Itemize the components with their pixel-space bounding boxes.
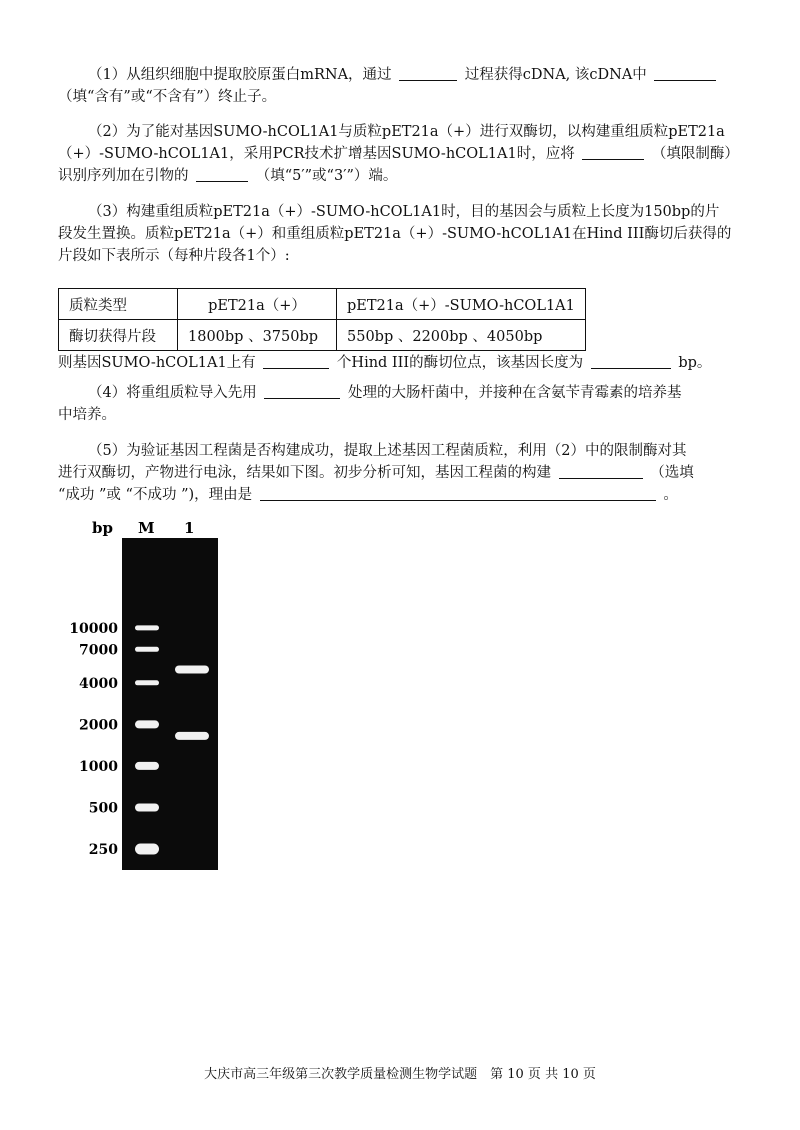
ladder-label-4000: 4000 xyxy=(79,675,118,692)
table-header-recombinant: pET21a（+）-SUMO-hCOL1A1 xyxy=(337,289,586,320)
ladder-band-2000 xyxy=(135,720,159,728)
q2-text-b: （+）-SUMO-hCOL1A1，采用PCR技术扩增基因SUMO-hCOL1A1时，应将 xyxy=(58,146,575,162)
q3-text-c: 片段如下表所示（每种片段各1个）: xyxy=(58,248,290,264)
q2-text-e: （填“5′”或“3′”）端。 xyxy=(255,168,398,184)
table-header-label: 质粒类型 xyxy=(59,289,178,320)
question-4 xyxy=(58,382,748,426)
q5-blank-reason[interactable] xyxy=(260,485,656,501)
ladder-label-500: 500 xyxy=(88,800,118,817)
q4-text-a: （4）将重组质粒导入先用 xyxy=(88,385,257,401)
table-row xyxy=(59,289,586,320)
table-cell-plasmid-fragments: 1800bp 、3750bp xyxy=(178,320,337,351)
gel-marker-label: M xyxy=(138,519,155,537)
question-2 xyxy=(58,121,748,187)
ladder-band-500 xyxy=(135,804,159,812)
q5-text-c: （选填 xyxy=(650,465,694,481)
table-cell-recombinant-fragments: 550bp 、2200bp 、4050bp xyxy=(337,320,586,351)
q1-blank-stop-codon[interactable] xyxy=(654,65,716,81)
q3-blank-site-count[interactable] xyxy=(263,353,329,369)
ladder-label-250: 250 xyxy=(88,842,118,858)
q3-text-b: 段发生置换。质粒pET21a（+）和重组质粒pET21a（+）-SUMO-hCOL1A1在Hind III酶切后获得的 xyxy=(58,226,732,242)
ladder-band-4000 xyxy=(135,680,159,685)
question-3 xyxy=(58,201,748,267)
gel-lane-label: 1 xyxy=(184,519,195,537)
q4-text-c: 中培养。 xyxy=(58,407,116,423)
ladder-labels xyxy=(69,621,118,858)
q2-text-d: 识别序列加在引物的 xyxy=(58,168,189,184)
gel-electrophoresis-figure xyxy=(54,518,224,874)
q2-text-c: （填限制酶） xyxy=(651,146,739,162)
q1-text-c: （填“含有”或“不含有”）终止子。 xyxy=(58,89,277,105)
q2-text-a: （2）为了能对基因SUMO-hCOL1A1与质粒pET21a（+）进行双酶切，以构建重组质粒pET21a xyxy=(88,124,725,140)
question-5 xyxy=(58,440,748,506)
table-header-plasmid: pET21a（+） xyxy=(178,289,337,320)
ladder-band-7000 xyxy=(135,647,159,652)
q3-text-e: 个Hind III的酶切位点，该基因长度为 xyxy=(336,355,584,371)
q4-text-b: 处理的大肠杆菌中，并接种在含氨苄青霉素的培养基 xyxy=(347,385,682,401)
q3-text-f: bp。 xyxy=(678,355,712,371)
q2-blank-enzyme[interactable] xyxy=(582,144,644,160)
q5-text-e: 。 xyxy=(663,487,678,503)
sample-band-5000 xyxy=(175,666,209,674)
question-1 xyxy=(58,64,748,108)
q3-blank-gene-length[interactable] xyxy=(591,353,671,369)
q5-text-a: （5）为验证基因工程菌是否构建成功，提取上述基因工程菌质粒，利用（2）中的限制酶对其 xyxy=(88,443,687,459)
ladder-band-250 xyxy=(135,844,159,855)
q1-text-b: 过程获得cDNA, 该cDNA中 xyxy=(464,67,647,83)
ladder-label-10000: 10000 xyxy=(69,620,118,637)
fragment-table xyxy=(58,288,586,351)
q4-blank-treatment[interactable] xyxy=(264,383,340,399)
gel-unit-label: bp xyxy=(92,519,113,537)
ladder-band-1000 xyxy=(135,762,159,770)
page-footer: 大庆市高三年级第三次教学质量检测生物学试题 第 10 页 共 10 页 xyxy=(204,1067,596,1082)
q1-text-a: （1）从组织细胞中提取胶原蛋白mRNA，通过 xyxy=(88,67,392,83)
sample-band-1650 xyxy=(175,732,209,740)
table-row xyxy=(59,320,586,351)
table-row-label: 酶切获得片段 xyxy=(59,320,178,351)
q3-text-d: 则基因SUMO-hCOL1A1上有 xyxy=(58,355,256,371)
ladder-label-2000: 2000 xyxy=(79,717,118,734)
q3-text-a: （3）构建重组质粒pET21a（+）-SUMO-hCOL1A1时，目的基因会与质粒上长度为150bp的片 xyxy=(88,204,720,220)
ladder-band-10000 xyxy=(135,625,159,630)
q5-text-b: 进行双酶切，产物进行电泳，结果如下图。初步分析可知，基因工程菌的构建 xyxy=(58,465,551,481)
ladder-label-7000: 7000 xyxy=(79,642,118,659)
q2-blank-end[interactable] xyxy=(196,166,248,182)
question-3-followup xyxy=(58,352,748,374)
q1-blank-process[interactable] xyxy=(399,65,457,81)
q5-text-d: “成功 ”或 “不成功 ”)，理由是 xyxy=(58,487,253,503)
q5-blank-result[interactable] xyxy=(559,463,643,479)
gel-background xyxy=(122,538,218,870)
ladder-label-1000: 1000 xyxy=(79,758,118,775)
